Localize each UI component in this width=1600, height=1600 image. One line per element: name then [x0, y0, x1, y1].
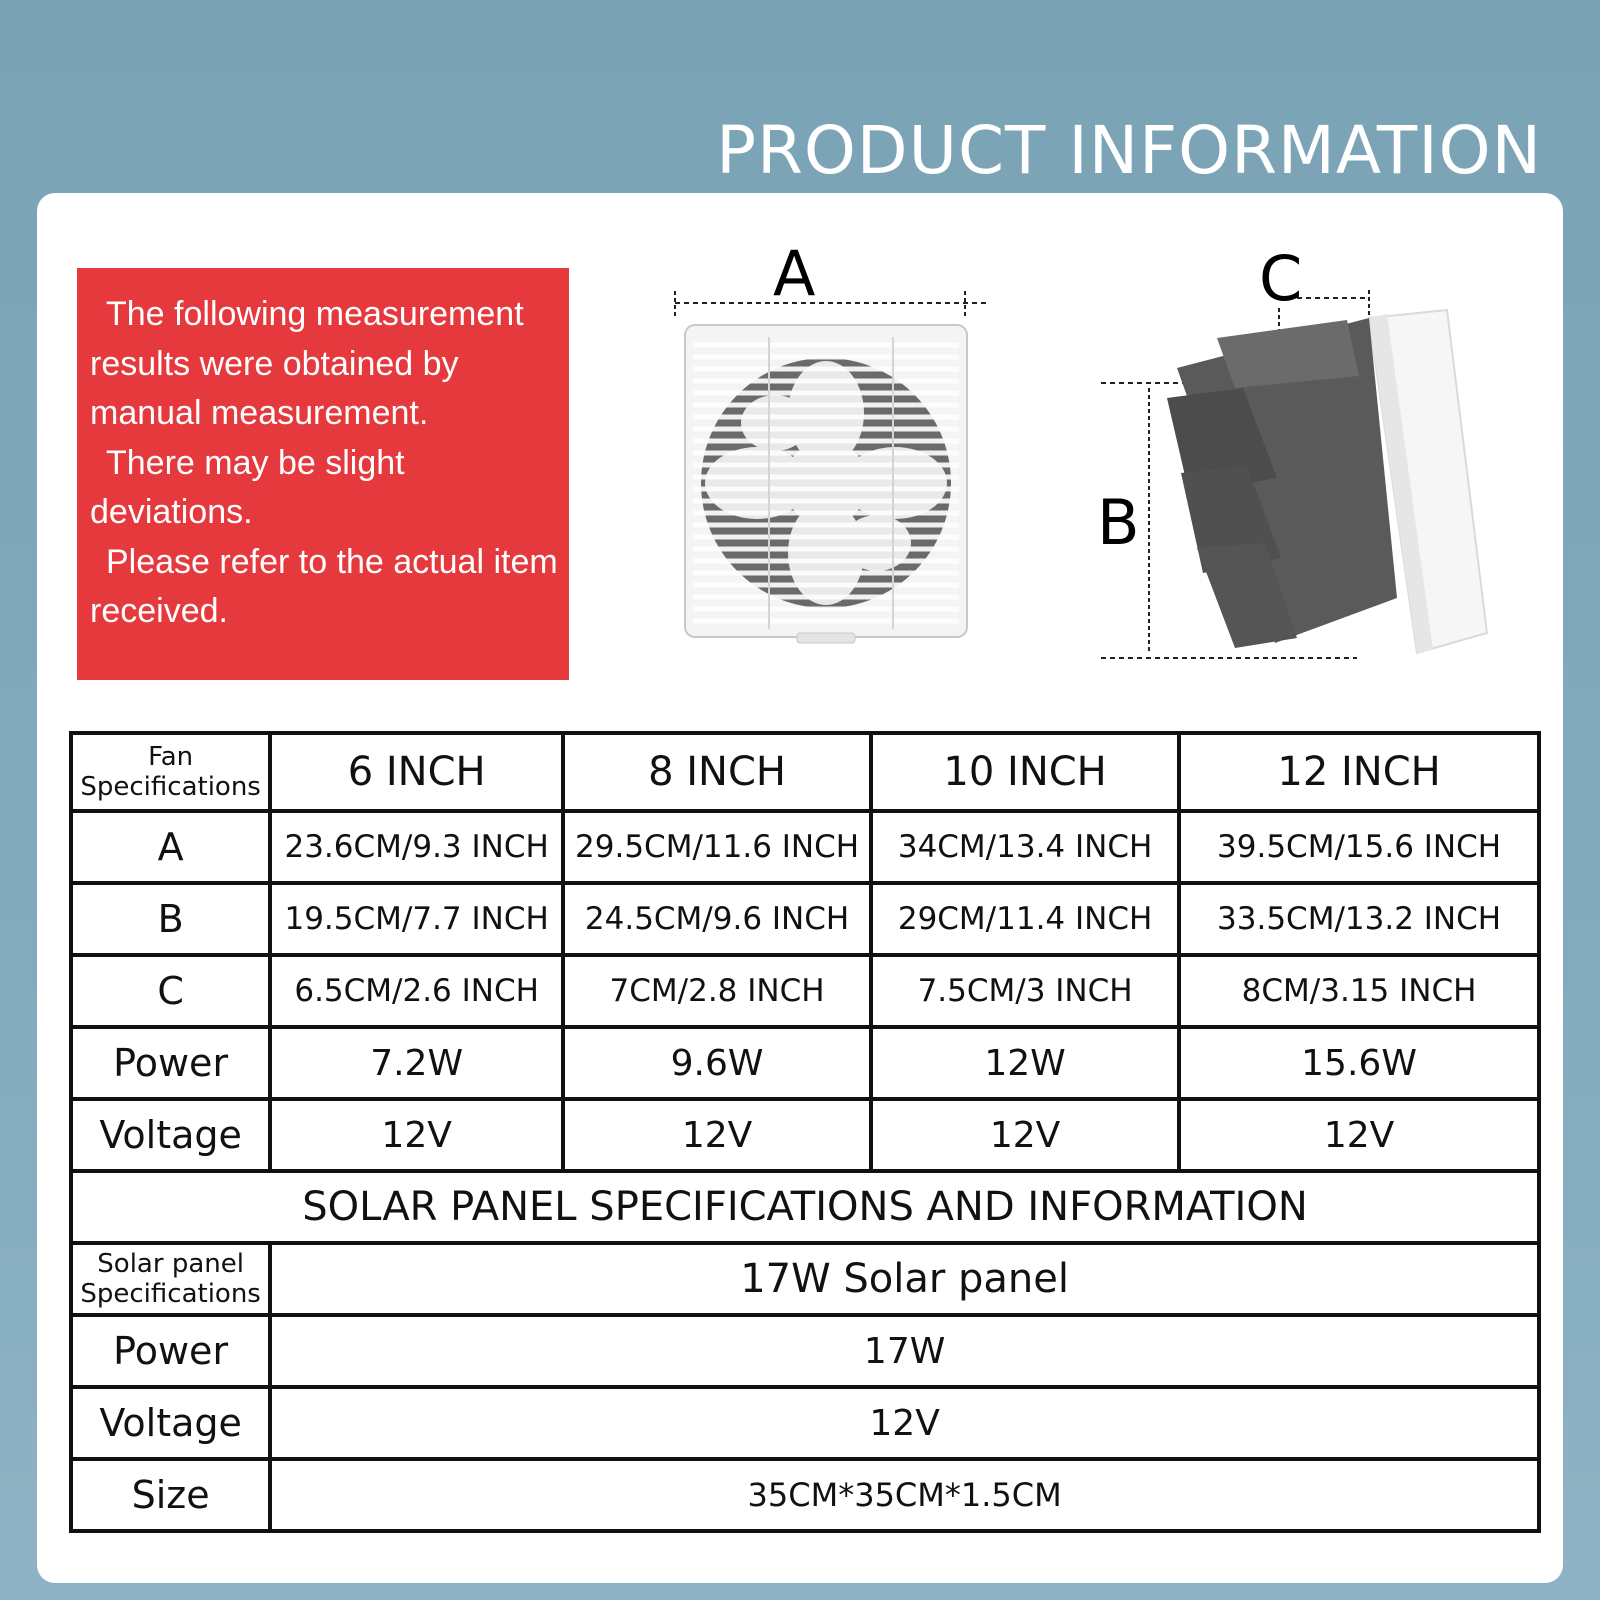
notice-line: Please refer to the actual item received.: [90, 542, 558, 630]
table-cell: 29CM/11.4 INCH: [871, 883, 1179, 955]
table-cell: 29.5CM/11.6 INCH: [563, 811, 871, 883]
fan-size-column-header: 10 INCH: [871, 733, 1179, 811]
solar-header-row: [71, 1243, 1539, 1315]
row-label: Power: [71, 1315, 270, 1387]
row-label: A: [71, 811, 270, 883]
fan-front-view: [627, 233, 987, 673]
row-label: B: [71, 883, 270, 955]
fan-size-column-header: 8 INCH: [563, 733, 871, 811]
dimension-label-a: A: [773, 237, 816, 310]
table-cell: 24.5CM/9.6 INCH: [563, 883, 871, 955]
table-row: [71, 1099, 1539, 1171]
table-cell: 17W: [270, 1315, 1539, 1387]
table-row: [71, 1387, 1539, 1459]
row-label: Size: [71, 1459, 270, 1531]
table-cell: 39.5CM/15.6 INCH: [1179, 811, 1539, 883]
dimension-label-b: B: [1097, 486, 1140, 559]
table-row: [71, 1459, 1539, 1531]
table-cell: 9.6W: [563, 1027, 871, 1099]
notice-line: The following measurement results were obtained by manual measurement.: [90, 295, 524, 432]
row-label: C: [71, 955, 270, 1027]
table-cell: 7CM/2.8 INCH: [563, 955, 871, 1027]
row-label: Voltage: [71, 1099, 270, 1171]
table-row: [71, 1315, 1539, 1387]
solar-section-title: SOLAR PANEL SPECIFICATIONS AND INFORMATION: [71, 1171, 1539, 1243]
table-cell: 6.5CM/2.6 INCH: [270, 955, 563, 1027]
solar-spec-header-label: Solar panel Specifications: [71, 1243, 270, 1315]
row-label: Power: [71, 1027, 270, 1099]
fan-side-view: [1097, 238, 1517, 678]
table-row: [71, 883, 1539, 955]
fan-size-column-header: 12 INCH: [1179, 733, 1539, 811]
dimension-label-c: C: [1259, 242, 1303, 315]
table-cell: 15.6W: [1179, 1027, 1539, 1099]
solar-panel-name: 17W Solar panel: [270, 1243, 1539, 1315]
table-row: [71, 955, 1539, 1027]
table-cell: 12V: [270, 1099, 563, 1171]
table-cell: 19.5CM/7.7 INCH: [270, 883, 563, 955]
table-row: [71, 1027, 1539, 1099]
table-cell: 23.6CM/9.3 INCH: [270, 811, 563, 883]
product-info-card: [37, 193, 1563, 1583]
table-cell: 35CM*35CM*1.5CM: [270, 1459, 1539, 1531]
measurement-notice: [77, 268, 569, 680]
solar-title-row: [71, 1171, 1539, 1243]
specifications-table: [69, 731, 1541, 1533]
table-cell: 8CM/3.15 INCH: [1179, 955, 1539, 1027]
notice-line: There may be slight deviations.: [90, 443, 405, 531]
table-row: [71, 811, 1539, 883]
table-cell: 12V: [270, 1387, 1539, 1459]
table-cell: 12V: [871, 1099, 1179, 1171]
fan-table-header-row: [71, 733, 1539, 811]
table-cell: 7.5CM/3 INCH: [871, 955, 1179, 1027]
fan-spec-header-label: Fan Specifications: [71, 733, 270, 811]
table-cell: 12V: [563, 1099, 871, 1171]
table-cell: 34CM/13.4 INCH: [871, 811, 1179, 883]
row-label: Voltage: [71, 1387, 270, 1459]
page-title: PRODUCT INFORMATION: [716, 112, 1542, 189]
fan-size-column-header: 6 INCH: [270, 733, 563, 811]
table-cell: 7.2W: [270, 1027, 563, 1099]
fan-side-illustration: [1097, 238, 1517, 678]
table-cell: 12W: [871, 1027, 1179, 1099]
table-cell: 33.5CM/13.2 INCH: [1179, 883, 1539, 955]
table-cell: 12V: [1179, 1099, 1539, 1171]
